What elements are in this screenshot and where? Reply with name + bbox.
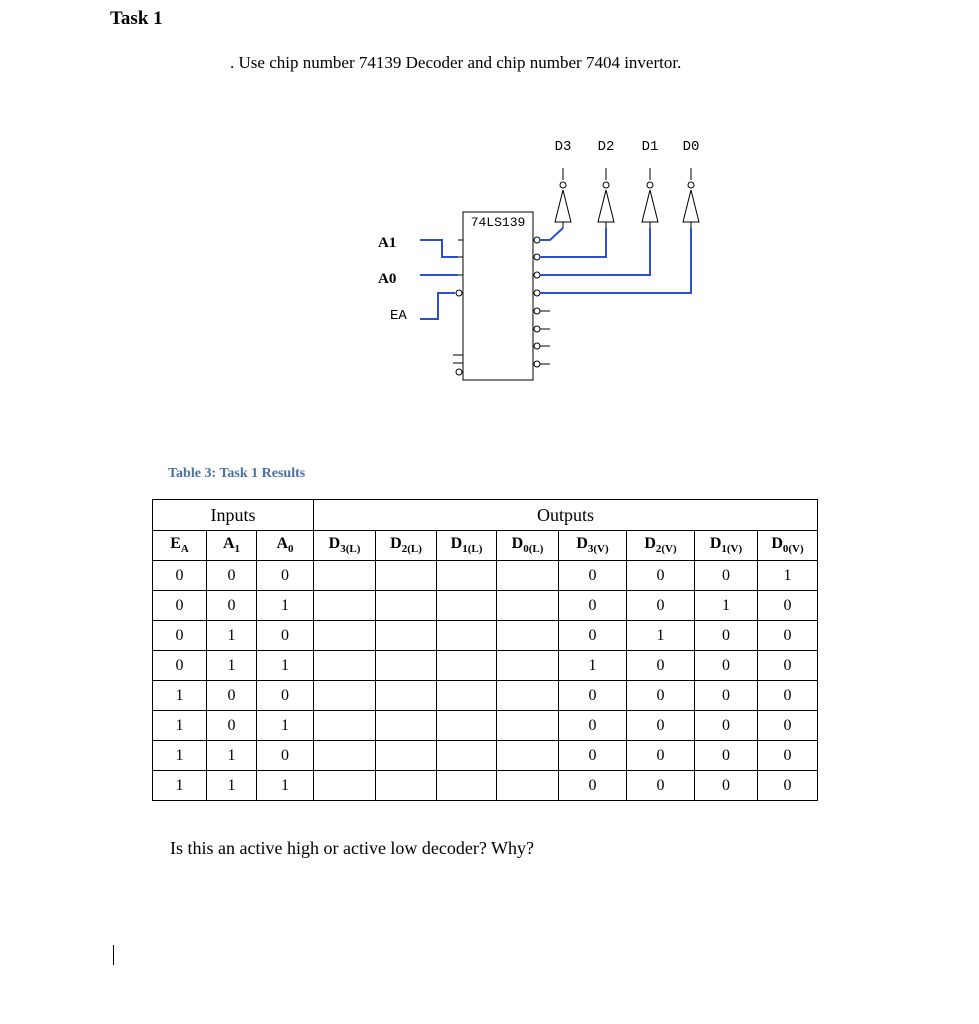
table-cell: [437, 741, 497, 771]
inverter-d3: [555, 168, 571, 228]
table-cell: 1: [153, 681, 207, 711]
instruction-text: . Use chip number 74139 Decoder and chip number 7404 invertor.: [230, 53, 682, 72]
table-cell: [437, 771, 497, 801]
chip-label: 74LS139: [470, 215, 526, 230]
table-cell: [497, 561, 559, 591]
table-cell: 0: [559, 681, 627, 711]
table-cell: 0: [695, 651, 758, 681]
table-cell: 0: [695, 741, 758, 771]
table-row: [153, 591, 818, 621]
table-caption: Table 3: Task 1 Results: [168, 466, 306, 481]
table-cell: [314, 621, 376, 651]
input-wires: [420, 240, 458, 319]
table-cell: 0: [627, 561, 695, 591]
table-cell: [314, 741, 376, 771]
table-cell: 0: [257, 681, 314, 711]
table-row: [153, 711, 818, 741]
table-row: [153, 681, 818, 711]
table-cell: 0: [207, 591, 257, 621]
table-cell: 1: [153, 771, 207, 801]
column-header: $D_{3(V)}$: [559, 531, 627, 561]
table-cell: 0: [559, 621, 627, 651]
column-header: $D_{1(V)}$: [695, 531, 758, 561]
table-cell: [314, 681, 376, 711]
table-cell: 1: [207, 621, 257, 651]
decoder-circuit-diagram: [360, 130, 710, 390]
table-cell: 0: [758, 681, 818, 711]
question-text: Is this an active high or active low decoder? Why?: [170, 838, 535, 858]
chip-input-pins: [453, 240, 463, 375]
table-cell: [497, 591, 559, 621]
table-cell: 0: [257, 561, 314, 591]
table-cell: [437, 711, 497, 741]
output-label-d3: D3: [554, 139, 572, 155]
table-cell: 0: [207, 681, 257, 711]
text-cursor: [113, 945, 114, 965]
table-cell: [314, 651, 376, 681]
column-header: $A_1$: [207, 531, 257, 561]
table-cell: [437, 651, 497, 681]
table-cell: 1: [559, 651, 627, 681]
table-cell: 0: [153, 621, 207, 651]
table-cell: 0: [627, 741, 695, 771]
table-cell: [376, 741, 437, 771]
table-cell: [376, 711, 437, 741]
column-header: $E_A$: [153, 531, 207, 561]
table-row: [153, 741, 818, 771]
table-cell: 1: [207, 741, 257, 771]
inputs-group-header: Inputs: [153, 500, 314, 531]
table-cell: 0: [627, 771, 695, 801]
table-cell: [437, 561, 497, 591]
column-header: $D_{0(V)}$: [758, 531, 818, 561]
column-header: $D_{1(L)}$: [437, 531, 497, 561]
table-cell: 0: [695, 621, 758, 651]
table-cell: 0: [695, 681, 758, 711]
table-cell: 0: [695, 561, 758, 591]
table-cell: 0: [559, 561, 627, 591]
table-cell: 1: [257, 651, 314, 681]
table-cell: 0: [627, 651, 695, 681]
table-cell: 1: [627, 621, 695, 651]
column-header-row: [153, 531, 818, 561]
output-wires: [540, 228, 691, 293]
output-label-d2: D2: [597, 139, 615, 155]
outputs-group-header: Outputs: [314, 500, 818, 531]
task-title: Task 1: [110, 8, 163, 29]
inverter-d2: [598, 168, 614, 228]
table-cell: [437, 681, 497, 711]
table-cell: 0: [153, 591, 207, 621]
output-label-d1: D1: [641, 139, 659, 155]
table-cell: [376, 621, 437, 651]
table-cell: 0: [627, 711, 695, 741]
input-label-a1: A1: [378, 235, 397, 251]
table-cell: [497, 681, 559, 711]
table-cell: 0: [758, 591, 818, 621]
table-cell: 0: [758, 621, 818, 651]
results-table: [152, 499, 818, 801]
table-cell: 0: [758, 771, 818, 801]
table-cell: [314, 771, 376, 801]
table-cell: 1: [695, 591, 758, 621]
table-cell: 1: [257, 711, 314, 741]
table-cell: [376, 681, 437, 711]
table-cell: 1: [257, 771, 314, 801]
column-header: $A_0$: [257, 531, 314, 561]
table-cell: [497, 741, 559, 771]
group-header-row: [153, 500, 818, 531]
table-cell: [376, 591, 437, 621]
table-cell: 1: [153, 711, 207, 741]
table-row: [153, 771, 818, 801]
table-cell: 1: [758, 561, 818, 591]
input-label-ea: EA: [390, 308, 407, 324]
table-row: [153, 621, 818, 651]
table-cell: 1: [153, 741, 207, 771]
column-header: $D_{2(V)}$: [627, 531, 695, 561]
table-cell: 0: [257, 621, 314, 651]
table-cell: 0: [559, 591, 627, 621]
table-row: [153, 651, 818, 681]
table-cell: 0: [559, 771, 627, 801]
table-cell: [314, 711, 376, 741]
table-cell: 1: [207, 771, 257, 801]
table-cell: 1: [257, 591, 314, 621]
table-cell: [497, 621, 559, 651]
table-row: [153, 561, 818, 591]
table-cell: 0: [758, 711, 818, 741]
table-cell: 0: [207, 561, 257, 591]
results-table-body: [153, 561, 818, 801]
output-label-d0: D0: [682, 139, 700, 155]
table-cell: [497, 711, 559, 741]
chip-74ls139: [463, 212, 533, 380]
column-header: $D_{2(L)}$: [376, 531, 437, 561]
table-cell: 0: [695, 711, 758, 741]
table-cell: 0: [559, 711, 627, 741]
table-cell: 0: [695, 771, 758, 801]
table-cell: 0: [207, 711, 257, 741]
table-cell: 0: [627, 591, 695, 621]
table-cell: [497, 771, 559, 801]
table-cell: 0: [153, 651, 207, 681]
table-cell: [314, 591, 376, 621]
table-cell: 1: [207, 651, 257, 681]
inverter-d0: [683, 168, 699, 228]
inverter-d1: [642, 168, 658, 228]
table-cell: [437, 591, 497, 621]
table-cell: 0: [758, 741, 818, 771]
column-header: $D_{0(L)}$: [497, 531, 559, 561]
table-cell: 0: [257, 741, 314, 771]
table-cell: 0: [153, 561, 207, 591]
table-cell: [437, 621, 497, 651]
table-cell: [376, 561, 437, 591]
table-cell: 0: [627, 681, 695, 711]
input-label-a0: A0: [378, 271, 397, 287]
table-cell: 0: [559, 741, 627, 771]
table-cell: 0: [758, 651, 818, 681]
table-cell: [314, 561, 376, 591]
table-cell: [497, 651, 559, 681]
table-cell: [376, 651, 437, 681]
column-header: $D_{3(L)}$: [314, 531, 376, 561]
table-cell: [376, 771, 437, 801]
